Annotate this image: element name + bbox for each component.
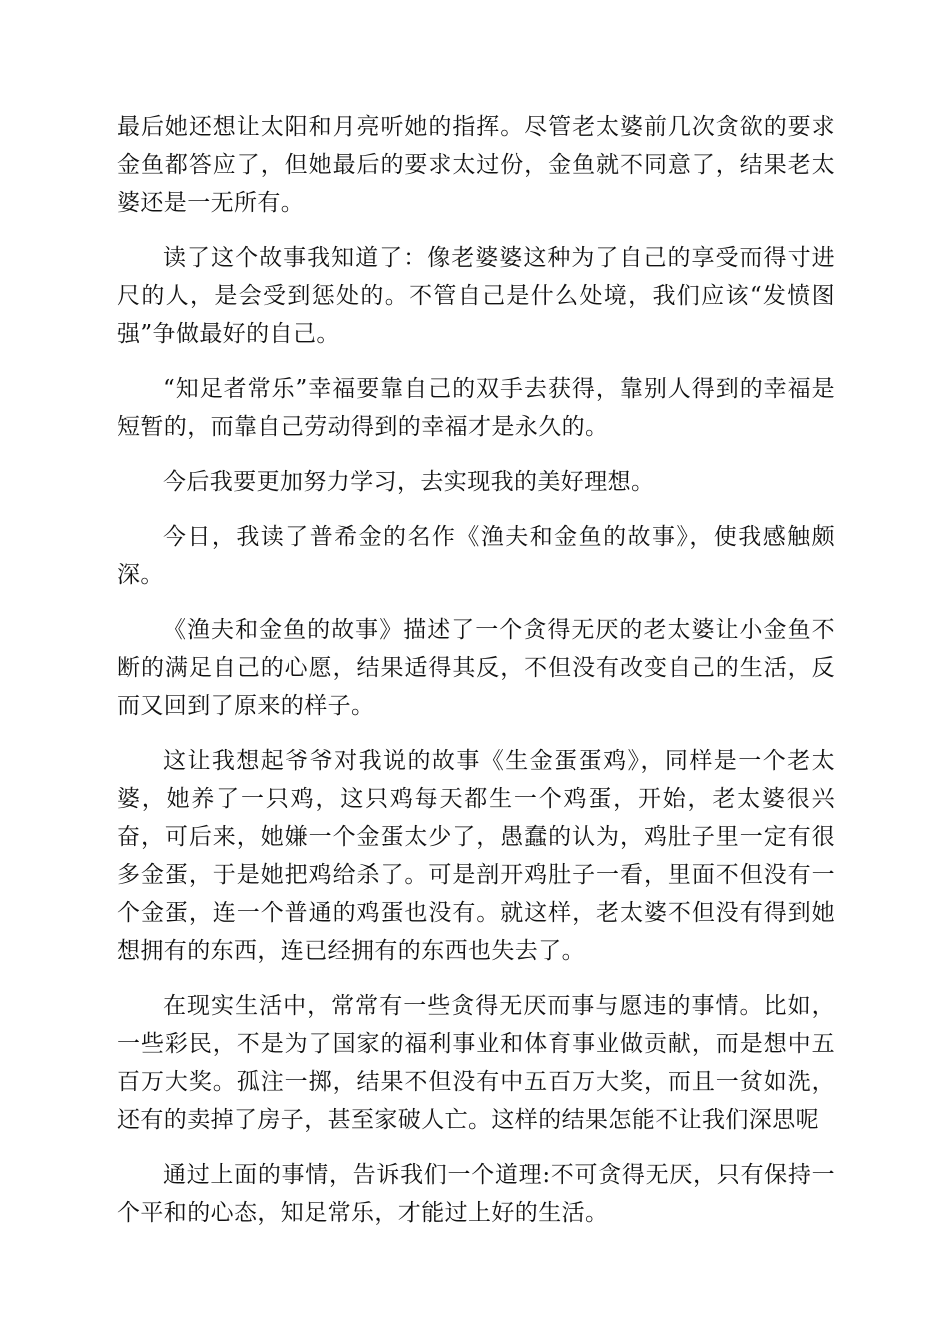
paragraph-3: “知足者常乐”幸福要靠自己的双手去获得，靠别人得到的幸福是短暂的，而靠自己劳动得到的幸福才是永久的。 [117, 376, 835, 440]
paragraph-5: 今日，我读了普希金的名作《渔夫和金鱼的故事》，使我感触颇深。 [117, 524, 835, 588]
paragraph-8: 在现实生活中，常常有一些贪得无厌而事与愿违的事情。比如，一些彩民，不是为了国家的福利事业和体育事业做贡献，而是想中五百万大奖。孤注一掷，结果不但没有中五百万大奖，而且一贫如洗，还有的卖掉了房子，甚至家破人亡。这样的结果怎能不让我们深思呢 [117, 993, 835, 1133]
paragraph-1: 最后她还想让太阳和月亮听她的指挥。尽管老太婆前几次贪欲的要求金鱼都答应了，但她最后的要求太过份，金鱼就不同意了，结果老太婆还是一无所有。 [117, 114, 835, 216]
paragraph-4: 今后我要更加努力学习，去实现我的美好理想。 [163, 469, 655, 495]
paragraph-2: 读了这个故事我知道了：像老婆婆这种为了自己的享受而得寸进尺的人，是会受到惩处的。不管自己是什么处境，我们应该“发愤图强”争做最好的自己。 [117, 245, 835, 347]
paragraph-9: 通过上面的事情，告诉我们一个道理:不可贪得无厌，只有保持一个平和的心态，知足常乐，才能过上好的生活。 [117, 1162, 835, 1226]
paragraph-6: 《渔夫和金鱼的故事》描述了一个贪得无厌的老太婆让小金鱼不断的满足自己的心愿，结果适得其反，不但没有改变自己的生活，反而又回到了原来的样子。 [117, 617, 835, 719]
document-body [117, 108, 835, 1249]
paragraph-7: 这让我想起爷爷对我说的故事《生金蛋蛋鸡》，同样是一个老太婆，她养了一只鸡，这只鸡每天都生一个鸡蛋，开始，老太婆很兴奋，可后来，她嫌一个金蛋太少了，愚蠢的认为，鸡肚子里一定有很多金蛋，于是她把鸡给杀了。可是剖开鸡肚子一看，里面不但没有一个金蛋，连一个普通的鸡蛋也没有。就这样，老太婆不但没有得到她想拥有的东西，连已经拥有的东西也失去了。 [117, 748, 835, 964]
